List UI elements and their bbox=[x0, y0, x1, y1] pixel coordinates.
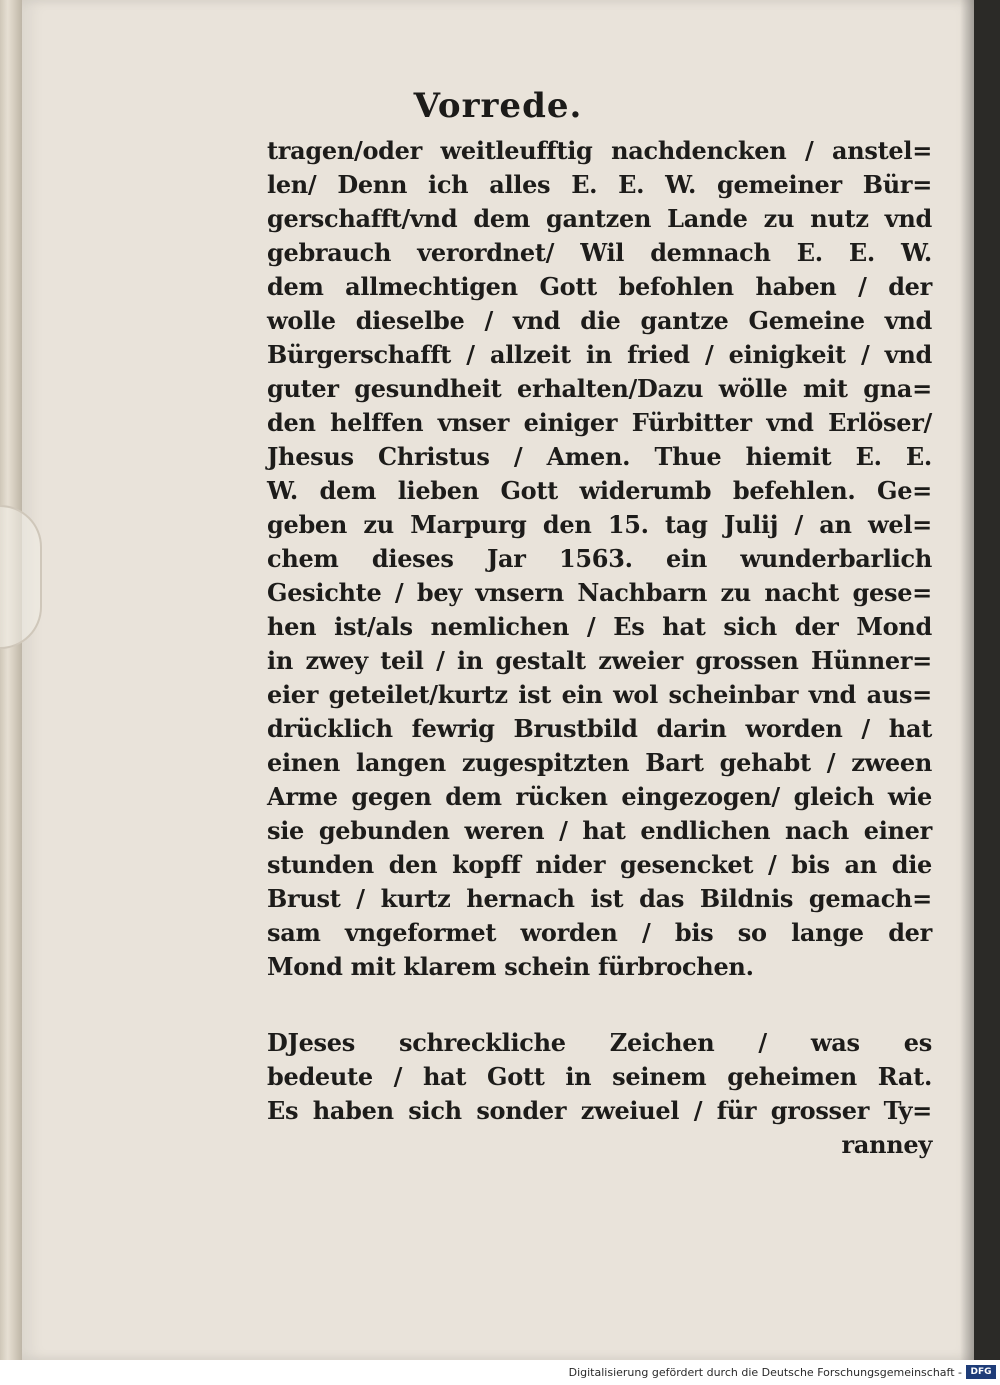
text-line: stunden den kopff nider gesencket / bis an die bbox=[267, 850, 932, 879]
text-line: gerschafft/vnd dem gantzen Lande zu nutz vnd bbox=[267, 204, 932, 233]
body-text bbox=[267, 134, 932, 1162]
text-line: gebrauch verordnet/ Wil demnach E. E. W. bbox=[267, 238, 932, 267]
text-line: Es haben sich sonder zweiuel / für grosser Ty= bbox=[267, 1096, 932, 1125]
catchword: ranney bbox=[841, 1130, 932, 1159]
text-line: den helffen vnser einiger Fürbitter vnd Erlöser/ bbox=[267, 408, 932, 437]
text-line: Bürgerschafft / allzeit in fried / einigkeit / vnd bbox=[267, 340, 932, 369]
text-line: Gesichte / bey vnsern Nachbarn zu nacht gese= bbox=[267, 578, 932, 607]
text-line: Arme gegen dem rücken eingezogen/ gleich wie bbox=[267, 782, 932, 811]
text-line: hen ist/als nemlichen / Es hat sich der Mond bbox=[267, 612, 932, 641]
text-line: eier geteilet/kurtz ist ein wol scheinbar vnd aus= bbox=[267, 680, 932, 709]
footer-credit: Digitalisierung gefördert durch die Deutsche Forschungsgemeinschaft - bbox=[568, 1366, 962, 1379]
text-line: guter gesundheit erhalten/Dazu wölle mit gna= bbox=[267, 374, 932, 403]
text-line: wolle dieselbe / vnd die gantze Gemeine vnd bbox=[267, 306, 932, 335]
page-header: Vorrede. bbox=[413, 86, 583, 126]
text-line: geben zu Marpurg den 15. tag Julij / an wel= bbox=[267, 510, 932, 539]
text-line: dem allmechtigen Gott befohlen haben / der bbox=[267, 272, 932, 301]
text-line: Jhesus Christus / Amen. Thue hiemit E. E. bbox=[267, 442, 932, 471]
text-line: W. dem lieben Gott widerumb befehlen. Ge= bbox=[267, 476, 932, 505]
text-line: Brust / kurtz hernach ist das Bildnis gemach= bbox=[267, 884, 932, 913]
gutter-shadow bbox=[960, 0, 974, 1360]
dfg-logo: DFG bbox=[966, 1365, 996, 1379]
text-line: einen langen zugespitzten Bart gehabt / zween bbox=[267, 748, 932, 777]
text-line: sie gebunden weren / hat endlichen nach einer bbox=[267, 816, 932, 845]
text-line: chem dieses Jar 1563. ein wunderbarlich bbox=[267, 544, 932, 573]
text-line: Mond mit klarem schein fürbrochen. bbox=[267, 952, 754, 981]
text-line: sam vngeformet worden / bis so lange der bbox=[267, 918, 932, 947]
text-line: bedeute / hat Gott in seinem geheimen Rat. bbox=[267, 1062, 932, 1091]
clip-mark bbox=[0, 505, 42, 649]
book-page bbox=[22, 0, 974, 1360]
text-line: len/ Denn ich alles E. E. W. gemeiner Bür= bbox=[267, 170, 932, 199]
text-line: tragen/oder weitleufftig nachdencken / anstel= bbox=[267, 136, 932, 165]
text-line: DJeses schreckliche Zeichen / was es bbox=[267, 1028, 932, 1057]
page-edge-left bbox=[0, 0, 22, 1360]
text-line: drücklich fewrig Brustbild darin worden / hat bbox=[267, 714, 932, 743]
text-line: in zwey teil / in gestalt zweier grossen Hünner= bbox=[267, 646, 932, 675]
